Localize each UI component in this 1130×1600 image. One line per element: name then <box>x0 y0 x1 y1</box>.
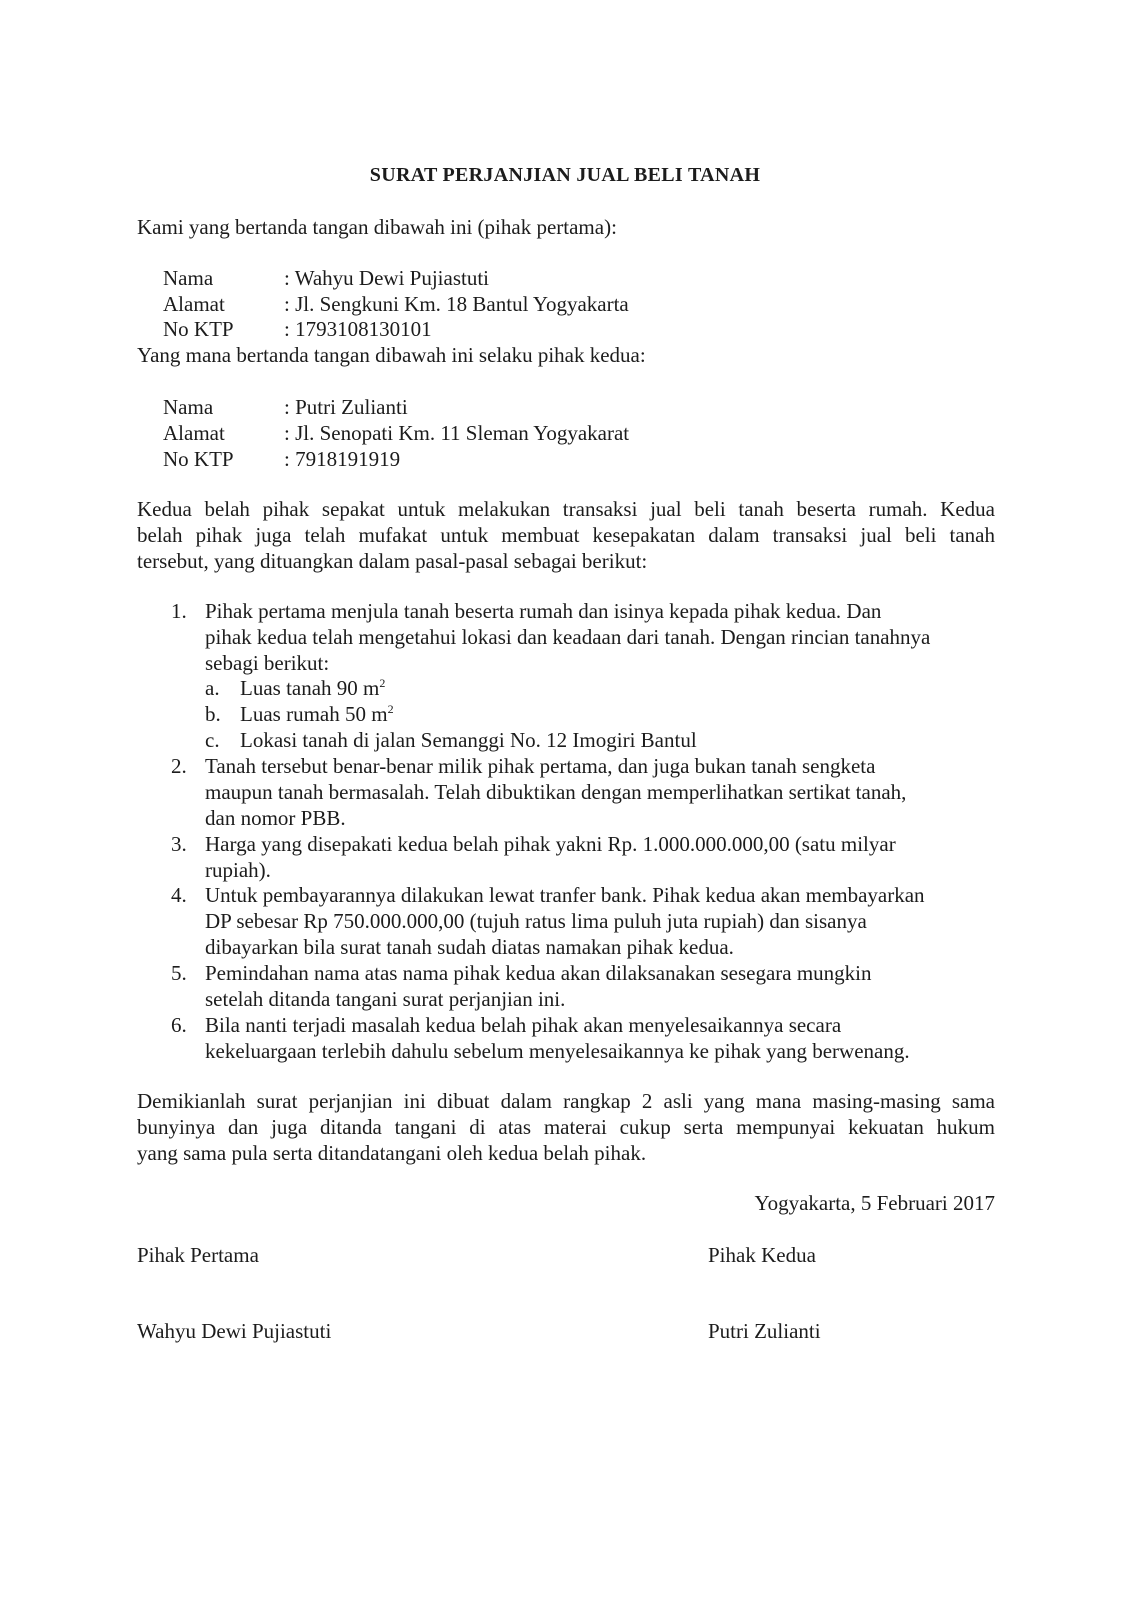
clause-line: dan nomor PBB. <box>205 806 346 830</box>
party2-name-label: Nama <box>163 395 214 419</box>
party2-address-label: Alamat <box>163 421 225 445</box>
clause-line: sebagi berikut: <box>205 651 330 675</box>
clause-number: 3. <box>171 832 187 856</box>
party1-address-value: : Jl. Sengkuni Km. 18 Bantul Yogyakarta <box>284 292 629 316</box>
sub-item-text: Luas tanah 90 $m^2$ <box>240 676 386 700</box>
party2-address-value: : Jl. Senopati Km. 11 Sleman Yogyakarat <box>284 421 630 445</box>
party2-ktp-label: No KTP <box>163 447 234 471</box>
party1-ktp-label: No KTP <box>163 317 234 341</box>
party1-name-value: : Wahyu Dewi Pujiastuti <box>284 266 489 290</box>
closing-line: bunyinya dan juga ditanda tangani di atas materai cukup serta mempunyai kekuatan hukum <box>137 1115 995 1139</box>
superscript: 2 <box>387 702 394 716</box>
agreement-line: Kedua belah pihak sepakat untuk melakukan transaksi jual beli tanah beserta rumah. Kedua <box>137 497 995 521</box>
clause-line: Pihak pertama menjula tanah beserta rumah dan isinya kepada pihak kedua. Dan <box>205 599 882 623</box>
clause-number: 4. <box>171 883 187 907</box>
clause-line: setelah ditanda tangani surat perjanjian ini. <box>205 987 566 1011</box>
clause-line: Tanah tersebut benar-benar milik pihak pertama, dan juga bukan tanah sengketa <box>205 754 876 778</box>
clause-number: 1. <box>171 599 187 623</box>
agreement-line: tersebut, yang dituangkan dalam pasal-pasal sebagai berikut: <box>137 549 648 573</box>
closing-line: Demikianlah surat perjanjian ini dibuat dalam rangkap 2 asli yang mana masing-masing sama <box>137 1089 995 1113</box>
intro-second-party: Yang mana bertanda tangan dibawah ini selaku pihak kedua: <box>137 343 646 367</box>
sub-item-letter: b. <box>205 702 221 726</box>
clause-line: pihak kedua telah mengetahui lokasi dan keadaan dari tanah. Dengan rincian tanahnya <box>205 625 931 649</box>
clause-number: 5. <box>171 961 187 985</box>
clause-line: Harga yang disepakati kedua belah pihak yakni Rp. 1.000.000.000,00 (satu milyar <box>205 832 896 856</box>
sub-item-text: Luas rumah 50 $m^2$ <box>240 702 394 726</box>
clause-line: Pemindahan nama atas nama pihak kedua akan dilaksanakan sesegara mungkin <box>205 961 872 985</box>
sub-item-letter: a. <box>205 676 220 700</box>
second-party-label: Pihak Kedua <box>708 1243 816 1267</box>
party1-name-label: Nama <box>163 266 214 290</box>
closing-line: yang sama pula serta ditandatangani oleh kedua belah pihak. <box>137 1141 647 1165</box>
clause-line: DP sebesar Rp 750.000.000,00 (tujuh ratus lima puluh juta rupiah) dan sisanya <box>205 909 867 933</box>
clause-line: dibayarkan bila surat tanah sudah diatas namakan pihak kedua. <box>205 935 734 959</box>
intro-first-party: Kami yang bertanda tangan dibawah ini (pihak pertama): <box>137 215 617 239</box>
clause-line: Bila nanti terjadi masalah kedua belah pihak akan menyelesaikannya secara <box>205 1013 842 1037</box>
sub-item-text: Lokasi tanah di jalan Semanggi No. 12 Imogiri Bantul <box>240 728 697 752</box>
clause-line: rupiah). <box>205 858 271 882</box>
agreement-line: belah pihak juga telah mufakat untuk membuat kesepakatan dalam transaksi jual beli tanah <box>137 523 995 547</box>
superscript: 2 <box>379 676 386 690</box>
first-party-label: Pihak Pertama <box>137 1243 259 1267</box>
agreement-paragraph <box>137 496 995 574</box>
party2-name-value: : Putri Zulianti <box>284 395 408 419</box>
first-party-name: Wahyu Dewi Pujiastuti <box>137 1319 332 1343</box>
sub-item-letter: c. <box>205 728 220 752</box>
clause-number: 6. <box>171 1013 187 1037</box>
place-date: Yogyakarta, 5 Februari 2017 <box>754 1191 995 1215</box>
second-party-name: Putri Zulianti <box>708 1319 821 1343</box>
closing-paragraph <box>137 1088 995 1166</box>
clause-line: maupun tanah bermasalah. Telah dibuktikan dengan memperlihatkan sertikat tanah, <box>205 780 907 804</box>
clause-line: Untuk pembayarannya dilakukan lewat tranfer bank. Pihak kedua akan membayarkan <box>205 883 925 907</box>
party1-ktp-value: : 1793108130101 <box>284 317 432 341</box>
clause-number: 2. <box>171 754 187 778</box>
document-title: SURAT PERJANJIAN JUAL BELI TANAH <box>369 164 761 186</box>
clause-line: kekeluargaan terlebih dahulu sebelum menyelesaikannya ke pihak yang berwenang. <box>205 1039 910 1063</box>
party1-address-label: Alamat <box>163 292 225 316</box>
party2-ktp-value: : 7918191919 <box>284 447 401 471</box>
